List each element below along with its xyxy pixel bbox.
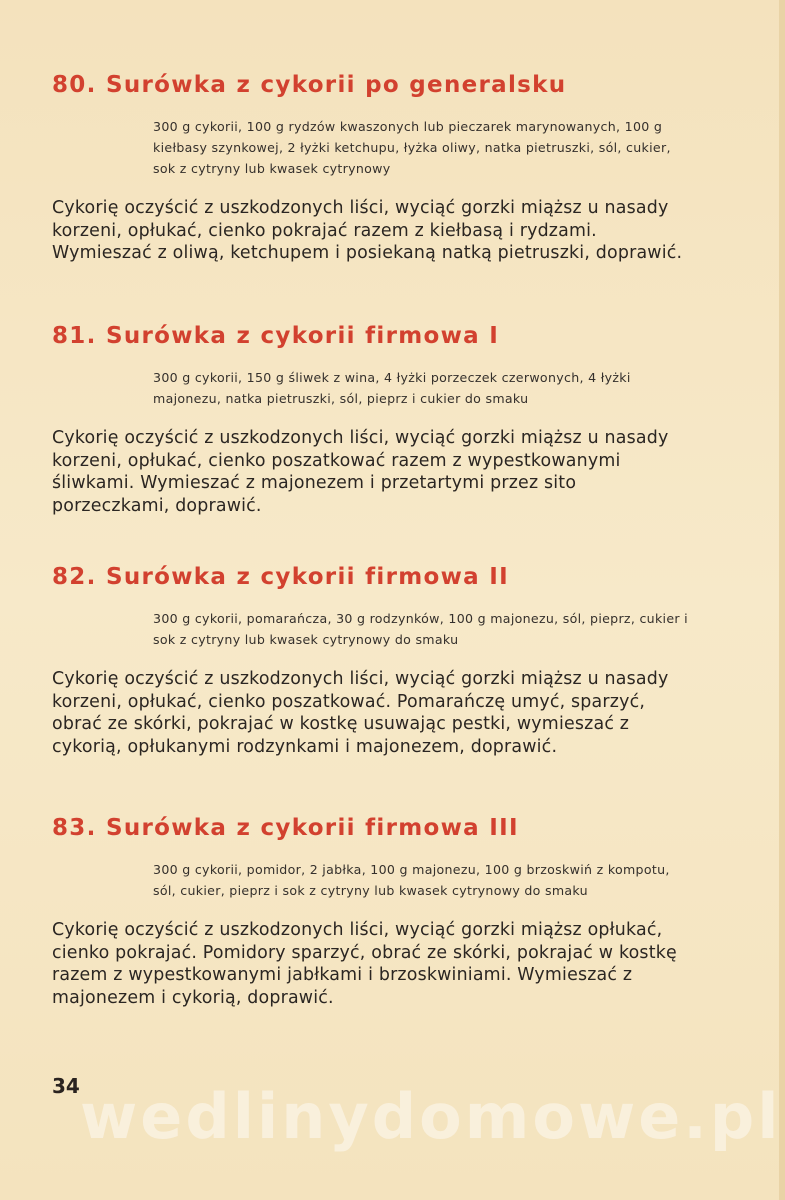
- page-edge: [779, 0, 785, 1200]
- recipe-method: Cykorię oczyścić z uszkodzonych liści, wyciąć gorzki miąższ u nasady korzeni, opłukać, cienko poszatkować. Pomarańczę umyć, sparzyć, obrać ze skórki, pokrajać w kostkę usuwając pestki, wymieszać z cykorią, opłukanymi rodzynkami i majonezem, doprawić.: [52, 669, 669, 757]
- recipe-method: Cykorię oczyścić z uszkodzonych liści, wyciąć gorzki miąższ opłukać, cienko pokrajać. Pomidory sparzyć, obrać ze skórki, pokrajać w kostkę razem z wypestkowanymi jabłkami i brzoskwiniami. Wymieszać z majonezem i cykorią, doprawić.: [52, 920, 677, 1008]
- recipe-title: 82. Surówka z cykorii firmowa II: [52, 564, 510, 590]
- recipe-method: Cykorię oczyścić z uszkodzonych liści, wyciąć gorzki miąższ u nasady korzeni, opłukać, cienko poszatkować razem z wypestkowanymi śliwkami. Wymieszać z majonezem i przetartymi przez sito porzeczkami, doprawić.: [52, 428, 669, 516]
- recipe-title: 80. Surówka z cykorii po generalsku: [52, 72, 567, 98]
- recipe-ingredients: 300 g cykorii, pomarańcza, 30 g rodzynków, 100 g majonezu, sól, pieprz, cukier i sok z cytryny lub kwasek cytrynowy do smaku: [153, 611, 688, 647]
- recipe-method: Cykorię oczyścić z uszkodzonych liści, wyciąć gorzki miąższ u nasady korzeni, opłukać, cienko pokrajać razem z kiełbasą i rydzami. Wymieszać z oliwą, ketchupem i posiekaną natką pietruszki, doprawić.: [52, 198, 683, 263]
- recipe-83: [52, 815, 692, 1009]
- recipe-ingredients: 300 g cykorii, 100 g rydzów kwaszonych lub pieczarek marynowanych, 100 g kiełbasy szynkowej, 2 łyżki ketchupu, łyżka oliwy, natka pietruszki, sól, cukier, sok z cytryny lub kwasek cytrynowy: [153, 119, 671, 176]
- recipe-title: 83. Surówka z cykorii firmowa III: [52, 815, 519, 841]
- recipe-ingredients: 300 g cykorii, 150 g śliwek z wina, 4 łyżki porzeczek czerwonych, 4 łyżki majonezu, natka pietruszki, sól, pieprz i cukier do smaku: [153, 370, 631, 406]
- recipe-ingredients: 300 g cykorii, pomidor, 2 jabłka, 100 g majonezu, 100 g brzoskwiń z kompotu, sól, cukier, pieprz i sok z cytryny lub kwasek cytrynowy do smaku: [153, 862, 670, 898]
- recipe-81: [52, 323, 692, 517]
- recipe-82: [52, 564, 692, 758]
- recipe-title: 81. Surówka z cykorii firmowa I: [52, 323, 500, 349]
- page-number: 34: [52, 1074, 80, 1098]
- watermark: wedlinydomowe.pl: [80, 1080, 782, 1153]
- recipe-80: [52, 72, 692, 265]
